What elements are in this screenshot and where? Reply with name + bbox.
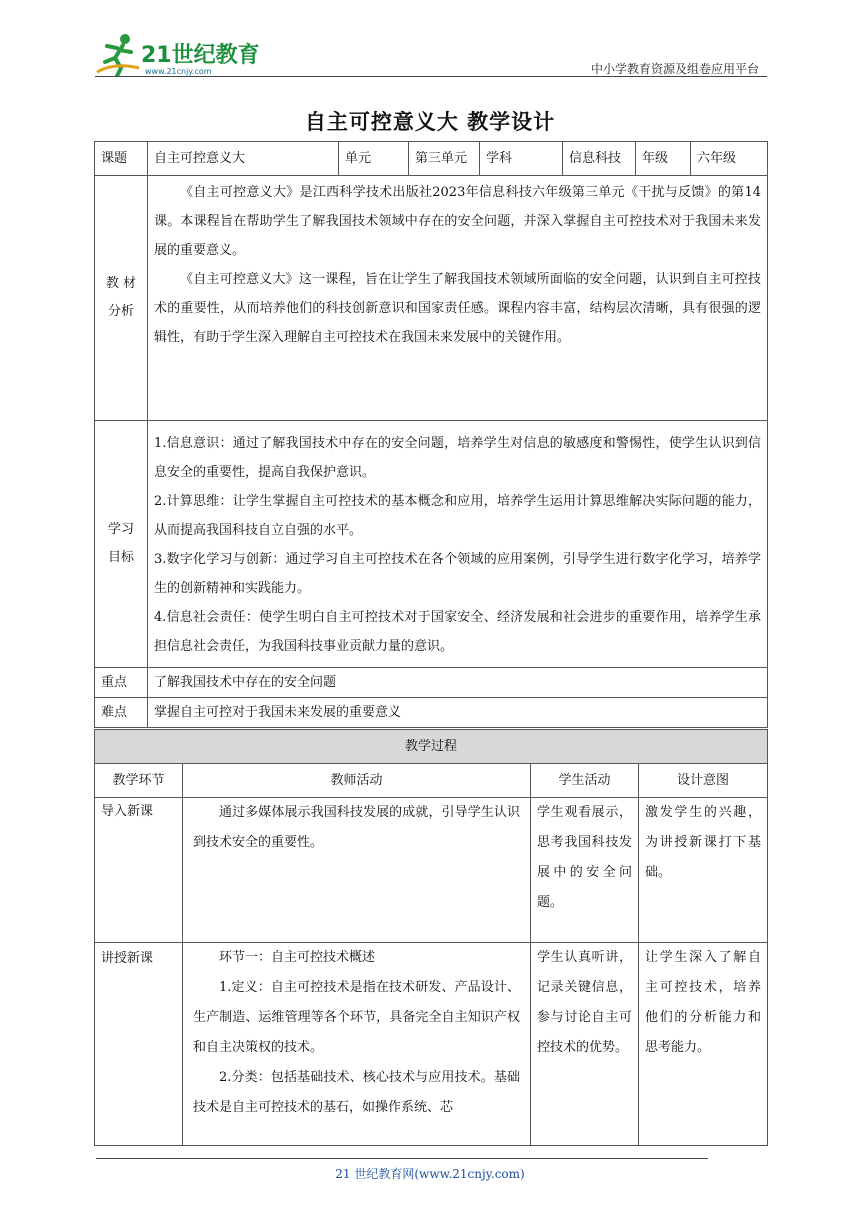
header-intent: 设计意图 bbox=[639, 764, 768, 798]
goals-label: 学习 目标 bbox=[95, 421, 148, 668]
teacher-text: 环节一：自主可控技术概述 bbox=[219, 950, 376, 965]
lesson-info-table bbox=[94, 141, 768, 728]
header-teacher: 教师活动 bbox=[183, 764, 531, 798]
process-row bbox=[95, 943, 768, 1146]
student-text: 学生观看展示，思考我国科技发展中的安全问题。 bbox=[537, 805, 632, 910]
goals-row bbox=[95, 421, 768, 668]
grade-value: 六年级 bbox=[691, 142, 768, 176]
process-row bbox=[95, 798, 768, 943]
analysis-label: 教 材 分析 bbox=[95, 176, 148, 421]
page-footer: 21 世纪教育网(www.21cnjy.com) bbox=[335, 1167, 525, 1181]
teacher-text: 2.分类：包括基础技术、核心技术与应用技术。基础技术是自主可控技术的基石，如操作系统、芯 bbox=[193, 1070, 520, 1115]
process-title-row bbox=[95, 730, 768, 764]
document-title: 自主可控意义大 教学设计 bbox=[304, 110, 556, 134]
info-row bbox=[95, 142, 768, 176]
intent-text: 激发学生的兴趣，为讲授新课打下基础。 bbox=[645, 805, 762, 880]
footer-divider bbox=[96, 1158, 708, 1159]
page-header bbox=[95, 28, 767, 78]
intent-text: 让学生深入了解自主可控技术，培养他们的分析能力和思考能力。 bbox=[645, 950, 762, 1055]
process-header-row bbox=[95, 764, 768, 798]
site-logo bbox=[95, 32, 265, 76]
intent-cell bbox=[639, 943, 768, 1146]
analysis-row bbox=[95, 176, 768, 421]
runner-logo-icon bbox=[95, 32, 145, 76]
header-stage: 教学环节 bbox=[95, 764, 183, 798]
teacher-cell bbox=[183, 943, 531, 1146]
analysis-paragraph: 《自主可控意义大》这一课程，旨在让学生了解我国技术领域所面临的安全问题，认识到自主可控技术的重要性，从而培养他们的科技创新意识和国家责任感。课程内容丰富，结构层次清晰，具有很强的逻辑性，有助于学生深入理解自主可控技术在我国未来发展中的关键作用。 bbox=[154, 272, 761, 345]
stage-cell: 导入新课 bbox=[95, 798, 183, 943]
analysis-content bbox=[148, 176, 768, 421]
intent-cell bbox=[639, 798, 768, 943]
difficulty-label: 难点 bbox=[95, 698, 148, 728]
goal-item: 1.信息意识：通过了解我国技术中存在的安全问题，培养学生对信息的敏感度和警惕性，使学生认识到信息安全的重要性，提高自我保护意识。 bbox=[154, 436, 761, 480]
student-cell bbox=[531, 798, 639, 943]
goal-item: 4.信息社会责任：使学生明白自主可控技术对于国家安全、经济发展和社会进步的重要作用，培养学生承担信息社会责任，为我国科技事业贡献力量的意识。 bbox=[154, 610, 761, 654]
grade-label: 年级 bbox=[636, 142, 691, 176]
teacher-cell bbox=[183, 798, 531, 943]
logo-url: www.21cnjy.com bbox=[145, 67, 212, 76]
topic-label: 课题 bbox=[95, 142, 148, 176]
key-point-value: 了解我国技术中存在的安全问题 bbox=[148, 668, 768, 698]
difficulty-value: 掌握自主可控对于我国未来发展的重要意义 bbox=[148, 698, 768, 728]
header-divider bbox=[95, 76, 767, 77]
difficulty-row bbox=[95, 698, 768, 728]
topic-value: 自主可控意义大 bbox=[148, 142, 339, 176]
teacher-text: 1.定义：自主可控技术是指在技术研发、产品设计、生产制造、运维管理等各个环节，具备完全自主知识产权和自主决策权的技术。 bbox=[193, 980, 520, 1055]
goal-item: 3.数字化学习与创新：通过学习自主可控技术在各个领域的应用案例，引导学生进行数字化学习，培养学生的创新精神和实践能力。 bbox=[154, 552, 761, 596]
subject-value: 信息科技 bbox=[563, 142, 636, 176]
unit-value: 第三单元 bbox=[409, 142, 480, 176]
subject-label: 学科 bbox=[480, 142, 563, 176]
key-point-row bbox=[95, 668, 768, 698]
unit-label: 单元 bbox=[339, 142, 409, 176]
goals-content bbox=[148, 421, 768, 668]
key-point-label: 重点 bbox=[95, 668, 148, 698]
teaching-process-table bbox=[94, 729, 768, 1146]
analysis-paragraph: 《自主可控意义大》是江西科学技术出版社2023年信息科技六年级第三单元《干扰与反馈》的第14课。本课程旨在帮助学生了解我国技术领域中存在的安全问题，并深入掌握自主可控技术对于我国未来发展的重要意义。 bbox=[154, 185, 761, 258]
process-title: 教学过程 bbox=[95, 730, 768, 764]
student-text: 学生认真听讲，记录关键信息，参与讨论自主可控技术的优势。 bbox=[537, 950, 632, 1055]
teacher-text: 通过多媒体展示我国科技发展的成就，引导学生认识到技术安全的重要性。 bbox=[193, 805, 520, 850]
header-student: 学生活动 bbox=[531, 764, 639, 798]
stage-cell: 讲授新课 bbox=[95, 943, 183, 1146]
platform-name: 中小学教育资源及组卷应用平台 bbox=[590, 62, 759, 76]
student-cell bbox=[531, 943, 639, 1146]
goal-item: 2.计算思维：让学生掌握自主可控技术的基本概念和应用，培养学生运用计算思维解决实际问题的能力，从而提高我国科技自立自强的水平。 bbox=[154, 494, 761, 538]
logo-text: 21世纪教育 bbox=[141, 43, 260, 68]
